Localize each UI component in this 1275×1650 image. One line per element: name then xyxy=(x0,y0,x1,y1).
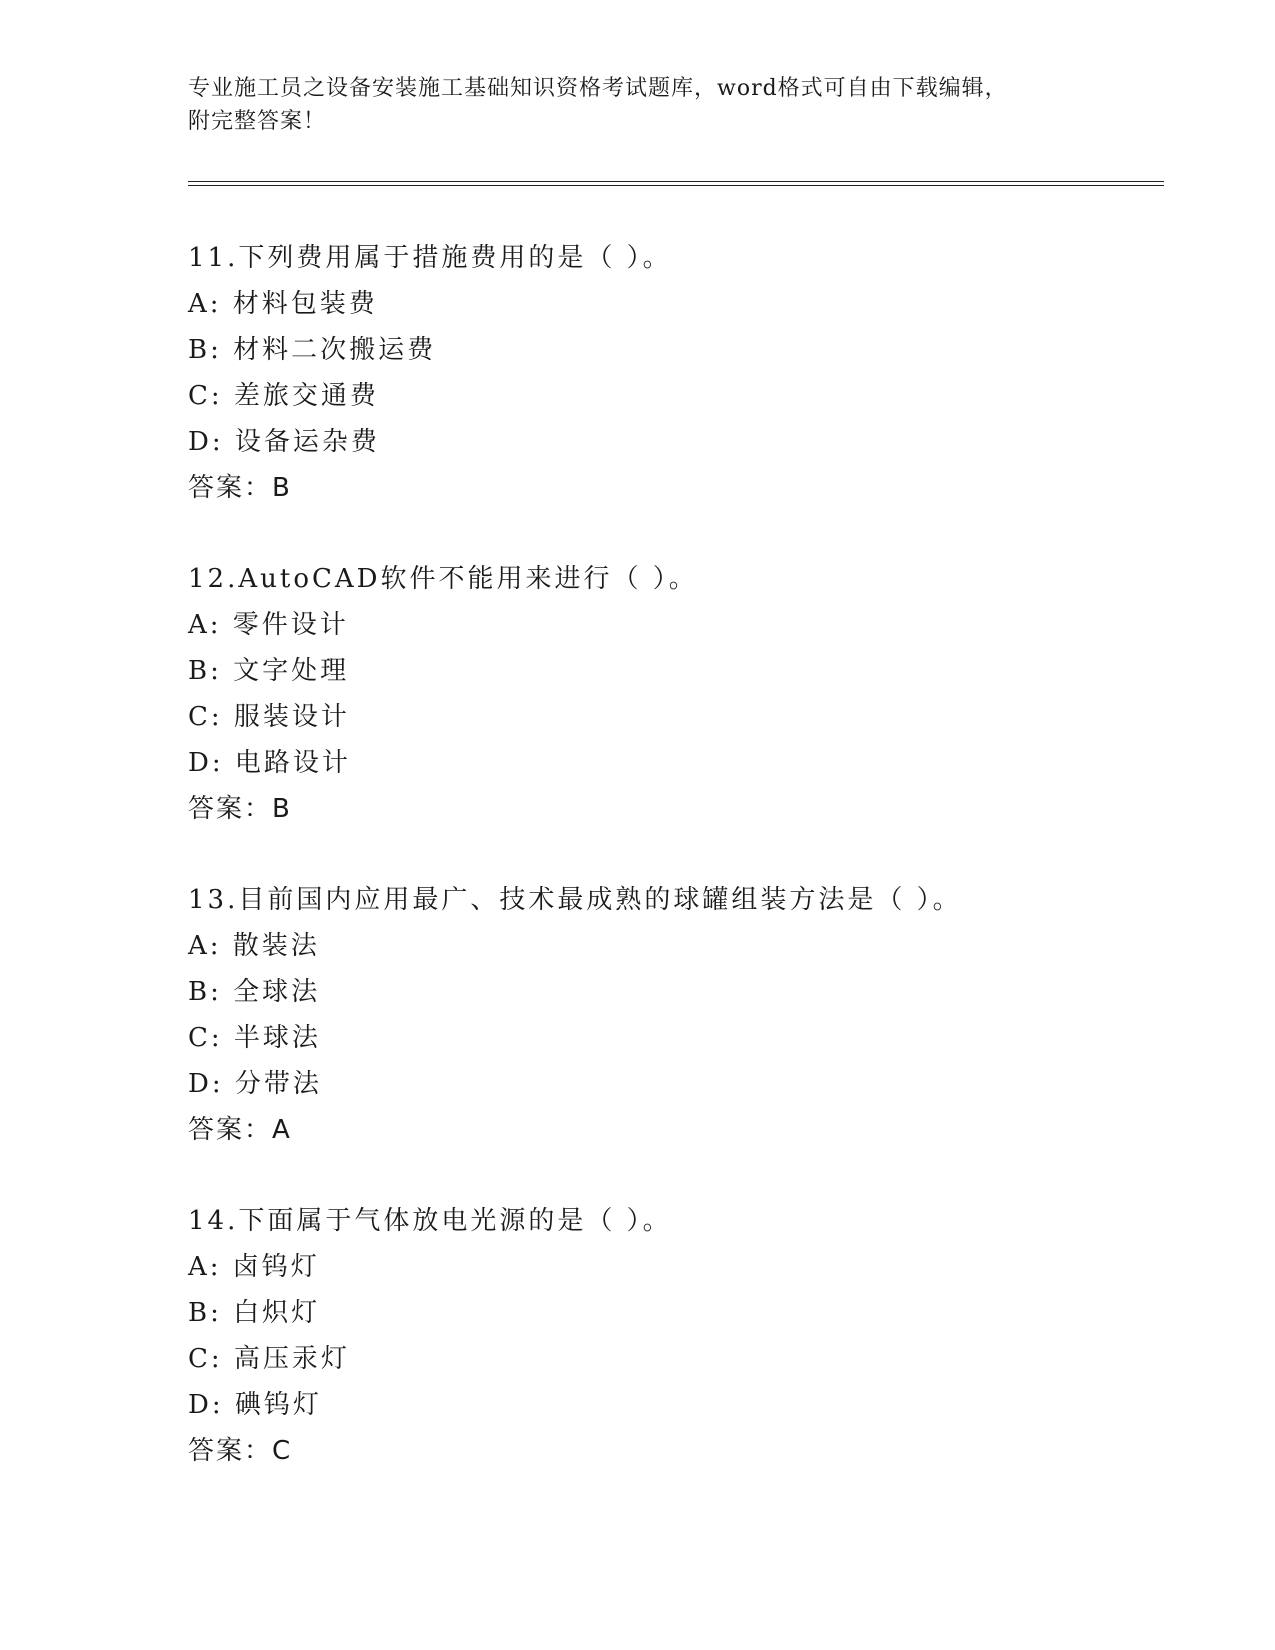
option-d: D: 分带法 xyxy=(188,1069,322,1099)
question-14 xyxy=(188,1198,1148,1474)
question-stem: 12.AutoCAD软件不能用来进行（ ）。 xyxy=(188,564,698,594)
option-b: B: 文字处理 xyxy=(188,656,350,686)
option-b: B: 材料二次搬运费 xyxy=(188,335,437,365)
header-line-2: 附完整答案！ xyxy=(188,109,327,134)
option-d: D: 设备运杂费 xyxy=(188,427,380,457)
question-11 xyxy=(188,235,1148,511)
option-c: C: 半球法 xyxy=(188,1023,321,1053)
answer-line: 答案：B xyxy=(188,473,292,503)
header-divider-bottom xyxy=(188,185,1164,186)
option-d: D: 电路设计 xyxy=(188,748,351,778)
option-a: A: 散装法 xyxy=(188,931,320,961)
question-stem: 14.下面属于气体放电光源的是（ ）。 xyxy=(188,1206,672,1236)
option-b: B: 全球法 xyxy=(188,977,321,1007)
option-b: B: 白炽灯 xyxy=(188,1298,321,1328)
option-a: A: 材料包装费 xyxy=(188,289,378,319)
option-c: C: 差旅交通费 xyxy=(188,381,379,411)
option-a: A: 卤钨灯 xyxy=(188,1252,320,1282)
answer-line: 答案：C xyxy=(188,1436,293,1466)
question-stem: 11.下列费用属于措施费用的是（ ）。 xyxy=(188,243,672,273)
option-c: C: 服装设计 xyxy=(188,702,350,732)
question-13 xyxy=(188,877,1148,1153)
question-stem: 13.目前国内应用最广、技术最成熟的球罐组装方法是（ ）。 xyxy=(188,885,962,915)
option-d: D: 碘钨灯 xyxy=(188,1390,322,1420)
option-a: A: 零件设计 xyxy=(188,610,349,640)
answer-line: 答案：B xyxy=(188,794,292,824)
header-divider-top xyxy=(188,181,1164,182)
header-line-1: 专业施工员之设备安装施工基础知识资格考试题库，word格式可自由下载编辑， xyxy=(188,76,1008,101)
document-header xyxy=(188,72,1088,138)
question-12 xyxy=(188,556,1148,832)
option-c: C: 高压汞灯 xyxy=(188,1344,350,1374)
answer-line: 答案：A xyxy=(188,1115,292,1145)
